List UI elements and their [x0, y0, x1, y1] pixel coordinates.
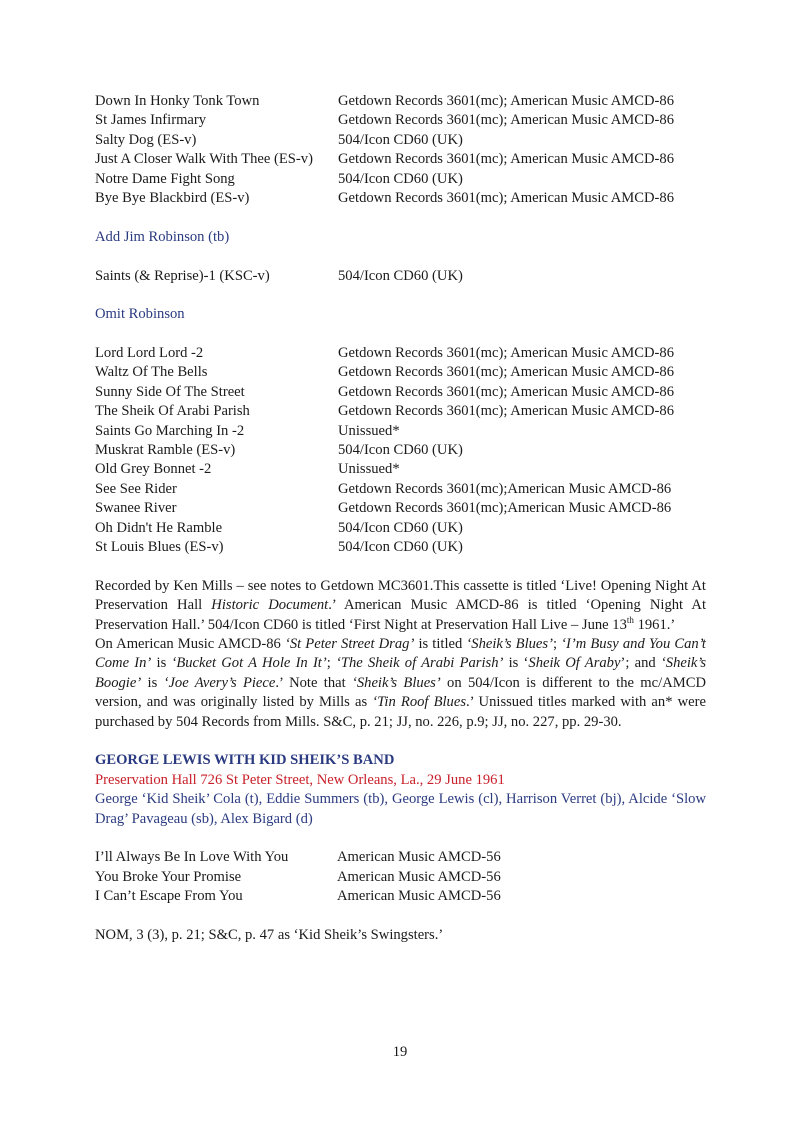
track-release: Getdown Records 3601(mc); American Music AMCD-86	[338, 403, 675, 420]
track-row	[95, 848, 706, 867]
track-row	[95, 868, 706, 887]
track-row	[95, 189, 706, 208]
track-row	[95, 383, 706, 402]
notes-text: ;	[326, 655, 337, 672]
track-row	[95, 131, 706, 150]
personnel-note-omit: Omit Robinson	[95, 306, 185, 323]
notes-italic: ‘Joe Avery’s Piece	[163, 674, 276, 691]
notes-italic: ‘I’m Busy and You Can’t Come In’	[95, 635, 706, 672]
track-row	[95, 460, 706, 479]
notes-text: .’ American Music AMCD-86 is titled ‘Opening Night At Preservation Hall.’ 504/Icon CD60 is titled ‘First Night at Preservation Hall Live – June 13	[95, 597, 707, 633]
notes-italic: ‘The Sheik of Arabi Parish’	[336, 655, 504, 672]
notes-text: is titled	[414, 635, 467, 652]
track-list-3	[95, 344, 706, 557]
track-list-2	[95, 267, 706, 286]
track-title: Waltz Of The Bells	[95, 364, 208, 381]
notes-text: 1961.’	[633, 616, 676, 633]
track-release: Unissued*	[338, 422, 400, 439]
track-row	[95, 402, 706, 421]
track-release: 504/Icon CD60 (UK)	[338, 519, 463, 536]
notes-italic: ‘Sheik’s Boogie’	[95, 655, 707, 691]
track-title: You Broke Your Promise	[95, 868, 242, 885]
track-release: 504/Icon CD60 (UK)	[338, 170, 463, 187]
track-release: Getdown Records 3601(mc);American Music AMCD-86	[338, 500, 672, 517]
track-row	[95, 519, 706, 538]
session-personnel: George ‘Kid Sheik’ Cola (t), Eddie Summers (tb), George Lewis (cl), Harrison Verret (bj), Alcide ‘Slow Drag’ Pavageau (sb), Alex Bigard (d)	[95, 791, 706, 827]
notes-text: Recorded by Ken Mills – see notes to Getdown MC3601.This cassette is titled ‘Live! Opening Night At Preservation Hall	[95, 577, 706, 614]
track-release: Getdown Records 3601(mc); American Music AMCD-86	[338, 345, 675, 362]
track-title: Oh Didn't He Ramble	[95, 519, 223, 536]
track-title: Old Grey Bonnet -2	[95, 461, 212, 478]
track-title: Salty Dog (ES-v)	[95, 131, 197, 148]
notes-text: is ‘	[503, 655, 529, 672]
notes-text: ’; and	[620, 655, 661, 672]
track-release: Getdown Records 3601(mc); American Music AMCD-86	[338, 151, 675, 168]
track-title: Notre Dame Fight Song	[95, 170, 235, 187]
notes-italic: ‘Bucket Got A Hole In It’	[171, 655, 327, 672]
track-row	[95, 363, 706, 382]
personnel-note-add: Add Jim Robinson (tb)	[95, 228, 230, 245]
track-row	[95, 111, 706, 130]
track-title: Just A Closer Walk With Thee (ES-v)	[95, 151, 313, 168]
track-row	[95, 170, 706, 189]
track-title: See See Rider	[95, 480, 177, 497]
document-body	[95, 92, 706, 945]
track-release: Getdown Records 3601(mc); American Music AMCD-86	[338, 364, 675, 381]
track-row	[95, 538, 706, 557]
track-row	[95, 480, 706, 499]
track-row	[95, 344, 706, 363]
track-row	[95, 267, 706, 286]
track-title: Saints Go Marching In -2	[95, 422, 245, 439]
track-row	[95, 92, 706, 111]
page-number: 19	[392, 1044, 408, 1060]
recording-notes-paragraph	[95, 577, 706, 635]
track-title: St Louis Blues (ES-v)	[95, 538, 224, 555]
track-release: Getdown Records 3601(mc); American Music AMCD-86	[338, 93, 675, 109]
notes-italic: Sheik Of Araby	[528, 655, 621, 672]
notes-text: On American Music AMCD-86	[95, 635, 285, 652]
notes-italic: Historic Document	[211, 597, 329, 614]
track-title: St James Infirmary	[95, 112, 207, 129]
notes-text: on 504/Icon is different to the mc/AMCD version, and was originally listed by Mills as	[95, 674, 706, 711]
reference-note: NOM, 3 (3), p. 21; S&C, p. 47 as ‘Kid Sheik’s Swingsters.’	[95, 926, 444, 943]
track-release: Getdown Records 3601(mc); American Music AMCD-86	[338, 383, 675, 400]
track-release: 504/Icon CD60 (UK)	[338, 442, 463, 459]
notes-italic: ‘Tin Roof Blues	[372, 694, 467, 711]
track-row	[95, 499, 706, 518]
notes-text: is	[151, 655, 172, 672]
session-location: Preservation Hall 726 St Peter Street, New Orleans, La., 29 June 1961	[95, 771, 505, 788]
track-title: I Can’t Escape From You	[95, 888, 243, 905]
track-release: Unissued*	[338, 461, 400, 478]
notes-text: ;	[552, 635, 562, 652]
notes-text: is	[141, 674, 164, 691]
track-release: American Music AMCD-56	[337, 849, 501, 866]
notes-italic: ‘Sheik’s Blues’	[466, 635, 553, 652]
notes-text: .’ Note that	[275, 674, 352, 691]
track-title: I’ll Always Be In Love With You	[95, 849, 289, 866]
session-heading: GEORGE LEWIS WITH KID SHEIK’S BAND	[95, 752, 395, 769]
track-list-4	[95, 848, 706, 906]
track-title: Bye Bye Blackbird (ES-v)	[95, 189, 250, 206]
track-row	[95, 422, 706, 441]
track-title: Saints (& Reprise)-1 (KSC-v)	[95, 267, 270, 284]
track-release: Getdown Records 3601(mc);American Music AMCD-86	[338, 480, 672, 497]
track-release: Getdown Records 3601(mc); American Music AMCD-86	[338, 189, 675, 206]
track-title: Lord Lord Lord -2	[95, 345, 204, 362]
track-title: Swanee River	[95, 500, 177, 517]
track-row	[95, 887, 706, 906]
notes-italic: ‘Sheik’s Blues’	[351, 674, 441, 691]
track-title: Muskrat Ramble (ES-v)	[95, 442, 236, 459]
track-list-1	[95, 92, 706, 208]
track-title: Sunny Side Of The Street	[95, 383, 245, 400]
track-release: American Music AMCD-56	[337, 868, 501, 885]
notes-text: .’ Unissued titles marked with an* were purchased by 504 Records from Mills. S&C, p. 21; JJ, no. 226, p.9; JJ, no. 227, pp. 29-30.	[95, 694, 706, 730]
title-notes-paragraph	[95, 635, 706, 732]
track-title: The Sheik Of Arabi Parish	[95, 403, 250, 420]
track-release: 504/Icon CD60 (UK)	[338, 131, 463, 148]
notes-italic: ‘St Peter Street Drag’	[284, 635, 415, 652]
track-release: 504/Icon CD60 (UK)	[338, 538, 463, 555]
track-release: American Music AMCD-56	[337, 888, 501, 905]
track-title: Down In Honky Tonk Town	[95, 93, 260, 109]
track-release: 504/Icon CD60 (UK)	[338, 267, 463, 284]
track-row	[95, 150, 706, 169]
notes-superscript: th	[626, 614, 634, 625]
track-row	[95, 441, 706, 460]
track-release: Getdown Records 3601(mc); American Music AMCD-86	[338, 112, 675, 129]
